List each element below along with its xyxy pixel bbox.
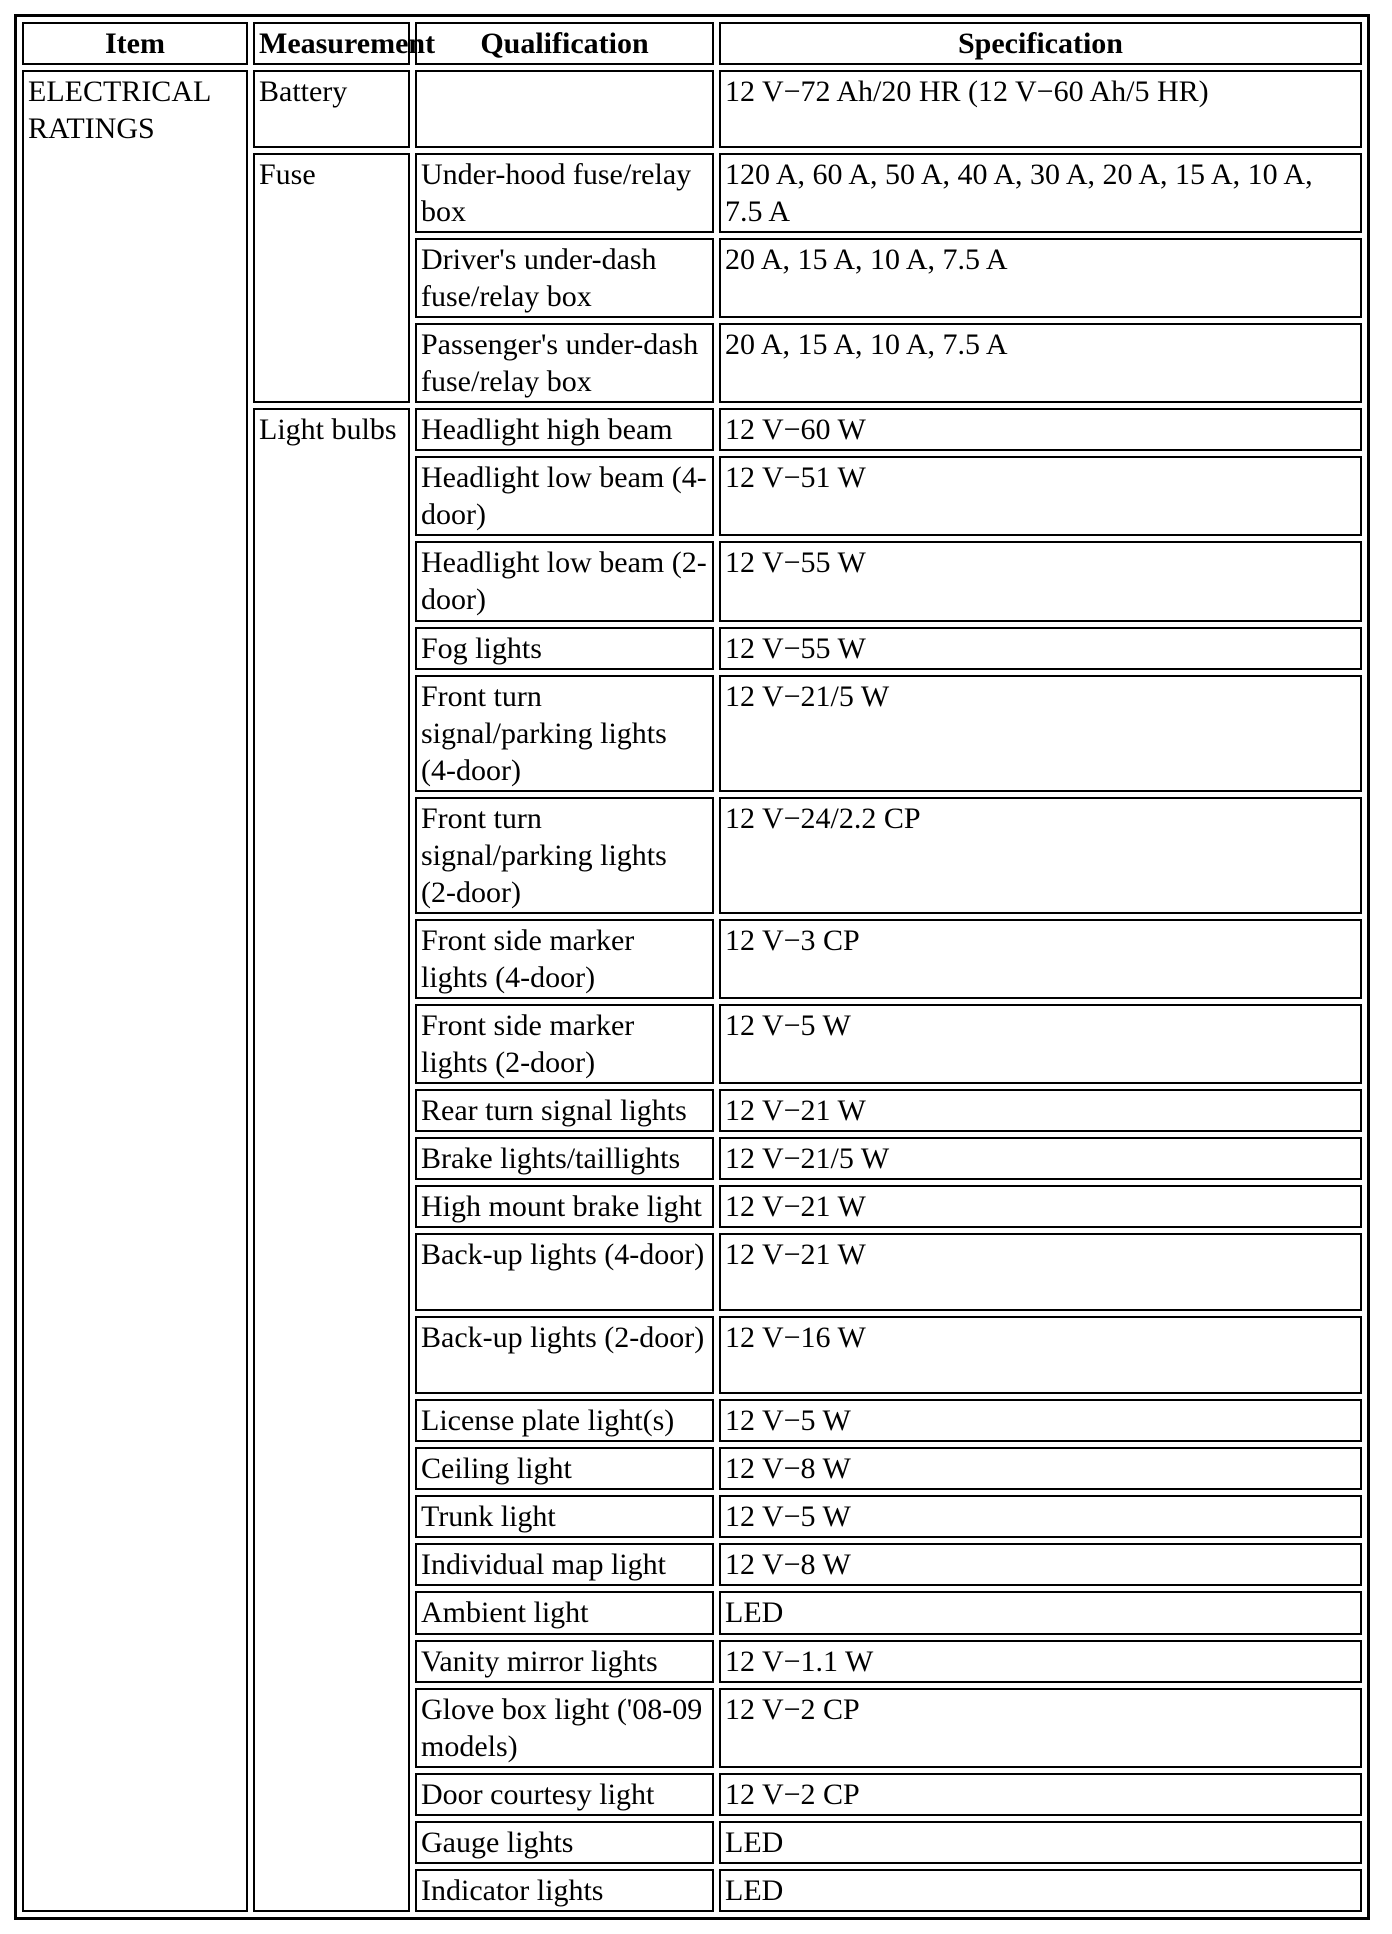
specification-cell: 12 V−1.1 W: [719, 1640, 1362, 1683]
qualification-cell: High mount brake light: [415, 1185, 714, 1228]
spec-sheet: [14, 14, 1370, 1920]
specification-cell: 120 A, 60 A, 50 A, 40 A, 30 A, 20 A, 15 A, 10 A, 7.5 A: [719, 153, 1362, 233]
header-measurement: Measurement: [253, 22, 410, 65]
specification-cell: 12 V−51 W: [719, 456, 1362, 536]
qualification-cell: Headlight low beam (4-door): [415, 456, 714, 536]
qualification-cell: Passenger's under-dash fuse/relay box: [415, 323, 714, 403]
qualification-cell: Rear turn signal lights: [415, 1089, 714, 1132]
qualification-cell: Trunk light: [415, 1495, 714, 1538]
header-row: [22, 22, 1362, 65]
specification-cell: 12 V−2 CP: [719, 1773, 1362, 1816]
specification-cell: 12 V−55 W: [719, 627, 1362, 670]
qualification-cell: Back-up lights (2-door): [415, 1316, 714, 1394]
specification-cell: 12 V−21 W: [719, 1233, 1362, 1311]
specification-cell: LED: [719, 1591, 1362, 1634]
specification-cell: 20 A, 15 A, 10 A, 7.5 A: [719, 323, 1362, 403]
specification-cell: 12 V−16 W: [719, 1316, 1362, 1394]
specification-cell: 12 V−2 CP: [719, 1688, 1362, 1768]
qualification-cell: Front side marker lights (4-door): [415, 919, 714, 999]
specification-cell: 12 V−5 W: [719, 1004, 1362, 1084]
item-cell: ELECTRICAL RATINGS: [22, 70, 248, 1912]
measurement-cell: Battery: [253, 70, 410, 148]
table-body: [22, 70, 1362, 1912]
qualification-cell: Headlight high beam: [415, 408, 714, 451]
specification-cell: 12 V−21 W: [719, 1185, 1362, 1228]
qualification-cell: Glove box light ('08-09 models): [415, 1688, 714, 1768]
specification-cell: LED: [719, 1821, 1362, 1864]
qualification-cell: Under-hood fuse/relay box: [415, 153, 714, 233]
qualification-cell: Back-up lights (4-door): [415, 1233, 714, 1311]
specification-cell: 12 V−8 W: [719, 1543, 1362, 1586]
measurement-cell: Light bulbs: [253, 408, 410, 1912]
specification-cell: 12 V−60 W: [719, 408, 1362, 451]
specification-cell: 20 A, 15 A, 10 A, 7.5 A: [719, 238, 1362, 318]
qualification-cell: License plate light(s): [415, 1399, 714, 1442]
qualification-cell: Gauge lights: [415, 1821, 714, 1864]
specification-cell: 12 V−24/2.2 CP: [719, 797, 1362, 914]
specification-cell: 12 V−72 Ah/20 HR (12 V−60 Ah/5 HR): [719, 70, 1362, 148]
qualification-cell: Fog lights: [415, 627, 714, 670]
specification-cell: 12 V−21/5 W: [719, 675, 1362, 792]
qualification-cell: Individual map light: [415, 1543, 714, 1586]
specification-cell: 12 V−21 W: [719, 1089, 1362, 1132]
qualification-cell: Front turn signal/parking lights (4-door): [415, 675, 714, 792]
measurement-cell: Fuse: [253, 153, 410, 403]
qualification-cell: Front side marker lights (2-door): [415, 1004, 714, 1084]
qualification-cell: Driver's under-dash fuse/relay box: [415, 238, 714, 318]
qualification-cell: Indicator lights: [415, 1869, 714, 1912]
specification-cell: 12 V−55 W: [719, 541, 1362, 621]
specification-cell: LED: [719, 1869, 1362, 1912]
header-specification: Specification: [719, 22, 1362, 65]
qualification-cell: Ambient light: [415, 1591, 714, 1634]
specification-cell: 12 V−21/5 W: [719, 1137, 1362, 1180]
specification-cell: 12 V−5 W: [719, 1399, 1362, 1442]
qualification-cell: [415, 70, 714, 148]
header-item: Item: [22, 22, 248, 65]
qualification-cell: Door courtesy light: [415, 1773, 714, 1816]
qualification-cell: Headlight low beam (2-door): [415, 541, 714, 621]
specification-cell: 12 V−8 W: [719, 1447, 1362, 1490]
qualification-cell: Vanity mirror lights: [415, 1640, 714, 1683]
table-row: [22, 70, 1362, 148]
qualification-cell: Ceiling light: [415, 1447, 714, 1490]
qualification-cell: Front turn signal/parking lights (2-door): [415, 797, 714, 914]
specification-cell: 12 V−5 W: [719, 1495, 1362, 1538]
qualification-cell: Brake lights/taillights: [415, 1137, 714, 1180]
electrical-ratings-table: [14, 14, 1370, 1920]
specification-cell: 12 V−3 CP: [719, 919, 1362, 999]
header-qualification: Qualification: [415, 22, 714, 65]
